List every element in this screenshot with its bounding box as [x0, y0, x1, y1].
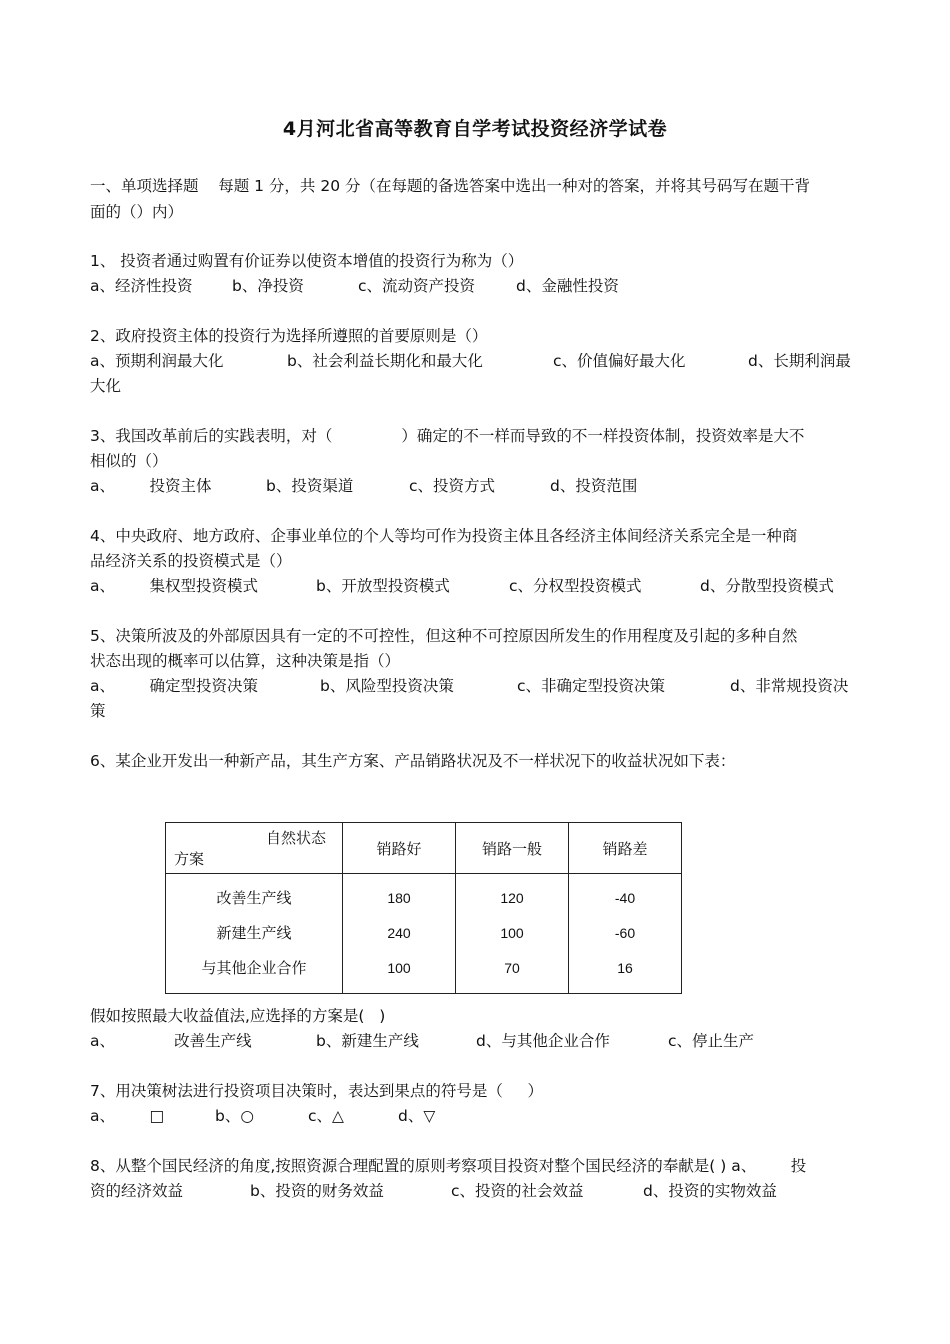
payoff-table: [165, 822, 682, 994]
q8-option-c: c、投资的社会效益: [451, 1182, 584, 1200]
q5-option-d: d、非常规投资决: [730, 677, 849, 695]
table-row: [166, 874, 682, 916]
row-label: 与其他企业合作: [166, 950, 343, 994]
q2-option-d-wrap: 大化: [90, 377, 122, 395]
question-7-stem: 7、用决策树法进行投资项目决策时，表达到果点的符号是（ ）: [90, 1082, 543, 1100]
question-6-stem: 6、某企业开发出一种新产品，其生产方案、产品销路状况及不一样状况下的收益状况如下表：: [90, 752, 736, 770]
q1-option-b: b、净投资: [232, 277, 304, 295]
q7-option-a: a、 □: [90, 1107, 165, 1125]
q8-option-a-cont: 资的经济效益: [90, 1182, 184, 1200]
table-row: [166, 950, 682, 994]
q6-option-a: a、 改善生产线: [90, 1032, 252, 1050]
q5-option-a: a、 确定型投资决策: [90, 677, 258, 695]
question-5-stem: 5、决策所波及的外部原因具有一定的不可控性，但这种不可控原因所发生的作用程度及引起的多种自然: [90, 627, 798, 645]
question-2-stem: 2、政府投资主体的投资行为选择所遵照的首要原则是（）: [90, 327, 488, 345]
table-header-cell: 销路好: [343, 823, 456, 874]
table-cell: 70: [456, 950, 569, 994]
table-header-row: [166, 823, 682, 874]
table-cell: 100: [343, 950, 456, 994]
q7-option-c: c、△: [308, 1107, 344, 1125]
table-header-cell: 销路一般: [456, 823, 569, 874]
q2-option-d: d、长期利润最: [748, 352, 851, 370]
q4-option-b: b、开放型投资模式: [316, 577, 450, 595]
table-cell: 16: [569, 950, 682, 994]
table-row: [166, 915, 682, 950]
corner-label-state: 自然状态: [265, 829, 326, 847]
table-cell: -40: [569, 874, 682, 916]
table-corner-cell: [166, 823, 343, 874]
q3-option-a: a、 投资主体: [90, 477, 212, 495]
q7-option-d: d、▽: [398, 1107, 436, 1125]
table-cell: 100: [456, 915, 569, 950]
q8-option-b: b、投资的财务效益: [250, 1182, 384, 1200]
question-5-stem-cont: 状态出现的概率可以估算，这种决策是指（）: [90, 652, 401, 670]
q7-option-b: b、○: [215, 1107, 254, 1125]
question-1-stem: 1、 投资者通过购置有价证券以使资本增值的投资行为称为（）: [90, 252, 524, 270]
question-3-stem-cont: 相似的（）: [90, 452, 168, 470]
q3-option-b: b、投资渠道: [266, 477, 354, 495]
q1-option-d: d、金融性投资: [516, 277, 619, 295]
section-instruction: 一、单项选择题 每题 1 分，共 20 分（在每题的备选答案中选出一种对的答案，并将其号码写在题干背: [90, 177, 811, 195]
question-6-prompt: 假如按照最大收益值法,应选择的方案是( ): [90, 1007, 386, 1025]
q2-option-b: b、社会利益长期化和最大化: [287, 352, 483, 370]
q1-option-a: a、经济性投资: [90, 277, 193, 295]
q4-option-a: a、 集权型投资模式: [90, 577, 258, 595]
question-8-stem: 8、从整个国民经济的角度,按照资源合理配置的原则考察项目投资对整个国民经济的奉献是( ) a、 投: [90, 1157, 807, 1175]
table-cell: 120: [456, 874, 569, 916]
q3-option-d: d、投资范围: [550, 477, 638, 495]
question-4-stem: 4、中央政府、地方政府、企事业单位的个人等均可作为投资主体且各经济主体间经济关系完全是一种商: [90, 527, 798, 545]
q5-option-d-wrap: 策: [90, 702, 106, 720]
page-title: 4月河北省高等教育自学考试投资经济学试卷: [282, 118, 668, 140]
q5-option-c: c、非确定型投资决策: [517, 677, 666, 695]
q6-option-d: d、与其他企业合作: [476, 1032, 610, 1050]
section-instruction-cont: 面的（）内）: [90, 203, 184, 221]
q1-option-c: c、流动资产投资: [358, 277, 476, 295]
table-cell: 240: [343, 915, 456, 950]
q6-option-c: c、停止生产: [668, 1032, 755, 1050]
q2-option-c: c、价值偏好最大化: [553, 352, 686, 370]
corner-label-plan: 方案: [174, 850, 205, 868]
q4-option-d: d、分散型投资模式: [700, 577, 834, 595]
q5-option-b: b、风险型投资决策: [320, 677, 454, 695]
row-label: 改善生产线: [166, 874, 343, 916]
question-4-stem-cont: 品经济关系的投资模式是（）: [90, 552, 292, 570]
q6-option-b: b、新建生产线: [316, 1032, 419, 1050]
row-label: 新建生产线: [166, 915, 343, 950]
table-header-cell: 销路差: [569, 823, 682, 874]
q2-option-a: a、预期利润最大化: [90, 352, 224, 370]
table-cell: 180: [343, 874, 456, 916]
q8-option-d: d、投资的实物效益: [643, 1182, 777, 1200]
q3-option-c: c、投资方式: [409, 477, 496, 495]
table-cell: -60: [569, 915, 682, 950]
q4-option-c: c、分权型投资模式: [509, 577, 642, 595]
question-3-stem: 3、我国改革前后的实践表明，对（ ）确定的不一样而导致的不一样投资体制，投资效率是大不: [90, 427, 805, 445]
